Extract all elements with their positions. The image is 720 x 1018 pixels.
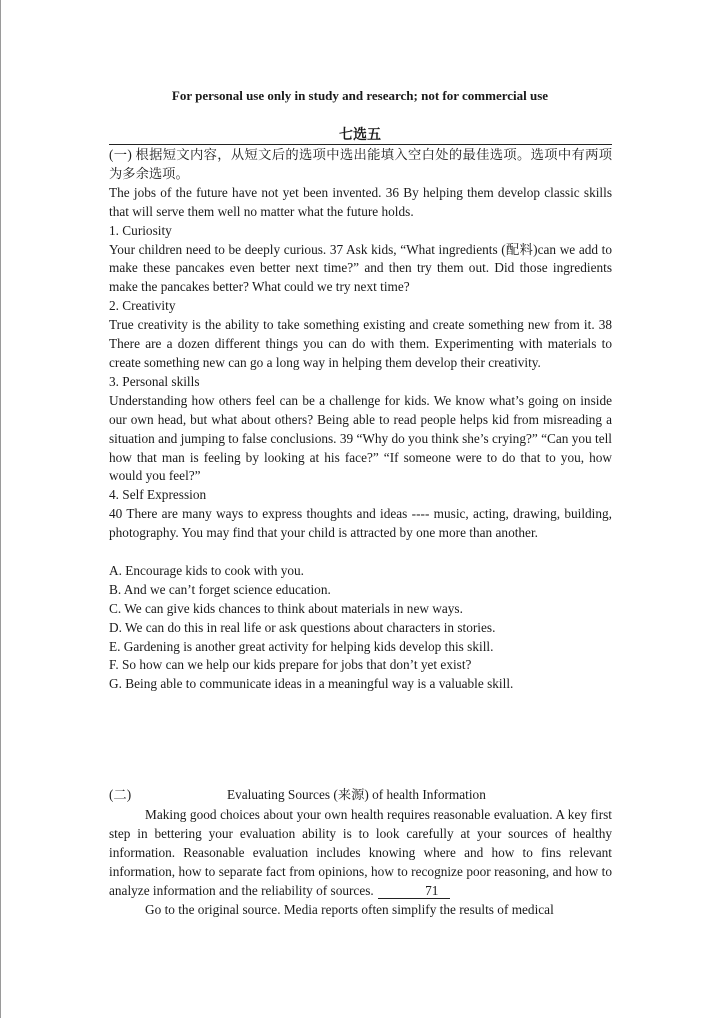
option-b: B. And we can’t forget science education. (109, 581, 331, 597)
option-f: F. So how can we help our kids prepare for jobs that don’t yet exist? (109, 657, 472, 673)
part2-number: (二) (109, 787, 132, 802)
section-body-creativity: True creativity is the ability to take something existing and create something new from it. 38 There are a dozen different things you can do with them. Experimenting with materials to create something new can go a long way in helping them develop their creativity. (109, 317, 612, 370)
part2-paragraph-2: Go to the original source. Media reports often simplify the results of medical (145, 901, 554, 917)
page-edge (0, 0, 1, 1018)
option-c: C. We can give kids chances to think about materials in new ways. (109, 600, 463, 616)
part1-intro: The jobs of the future have not yet been invented. 36 By helping them develop classic skills that will serve them well no matter what the future holds. (109, 184, 612, 219)
spacer (109, 543, 612, 562)
section-body-self-expression: 40 There are many ways to express thoughts and ideas ---- music, acting, drawing, building, photography. You may find that your child is attracted by one more than another. (109, 506, 612, 541)
part2-paragraph-1 (109, 806, 612, 901)
option-e: E. Gardening is another great activity for helping kids develop this skill. (109, 638, 494, 654)
part2-title: Evaluating Sources (来源) of health Information (227, 787, 486, 802)
option-g: G. Being able to communicate ideas in a meaningful way is a valuable skill. (109, 676, 514, 692)
part2-paragraph-1-text: Making good choices about your own health requires reasonable evaluation. A key first step in bettering your evaluation ability is to look carefully at your sources of healthy information. Reasonable evaluation includes knowing where and how to fins relevant information, how to separate fact from opinions, how to recognize poor reasoning, and how to analyze information and the reliability of sources. (109, 807, 612, 898)
section-heading-self-expression: 4. Self Expression (109, 487, 207, 503)
section-heading-creativity: 2. Creativity (109, 298, 176, 314)
title-underline (109, 144, 612, 145)
section-heading-curiosity: 1. Curiosity (109, 222, 172, 238)
part2-heading (109, 786, 612, 806)
part1-content (109, 146, 612, 694)
section-heading-personal-skills: 3. Personal skills (109, 373, 200, 389)
answer-blank-71: 71 (378, 883, 450, 899)
part1-instructions: (一) 根据短文内容，从短文后的选项中选出能填入空白处的最佳选项。选项中有两项为多余选项。 (109, 147, 612, 181)
section-body-personal-skills: Understanding how others feel can be a challenge for kids. We know what’s going on inside our own head, but what about others? Being able to read people helps kid from misreading a situation and jumping to false conclusions. 39 “Why do you think she’s crying?” “Can you tell how that man is feeling by looking at his face?” “If someone were to do that to you, how would you feel?” (109, 392, 612, 484)
section-body-curiosity: Your children need to be deeply curious. 37 Ask kids, “What ingredients (配料)can we add to make these pancakes even better next time?” and then try them out. Did those ingredients make the pancakes better? What could we try next time? (109, 241, 612, 295)
part2-content (109, 786, 612, 919)
option-a: A. Encourage kids to cook with you. (109, 562, 304, 578)
section-title: 七选五 (339, 128, 381, 143)
option-d: D. We can do this in real life or ask questions about characters in stories. (109, 619, 496, 635)
usage-notice: For personal use only in study and research; not for commercial use (171, 88, 549, 103)
